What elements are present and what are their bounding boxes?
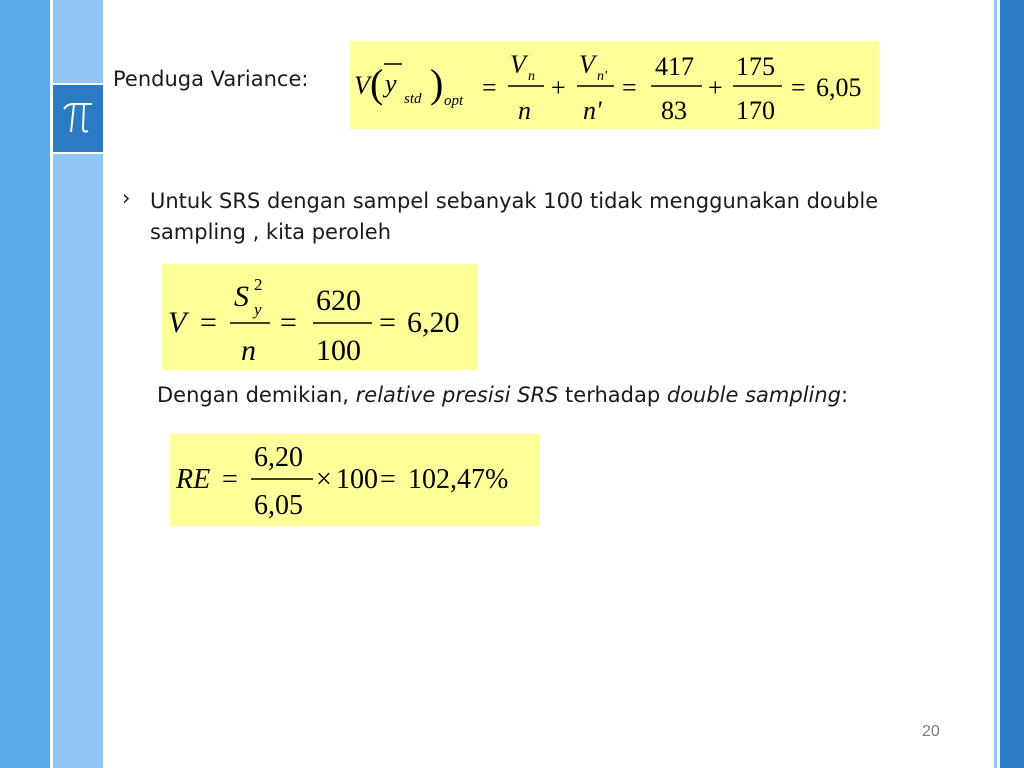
eq1-V: V bbox=[354, 71, 370, 100]
eq1-den2: 170 bbox=[736, 96, 775, 125]
eq1-eq2: = bbox=[622, 73, 637, 102]
penduga-variance-label: Penduga Variance: bbox=[113, 67, 309, 91]
eq1-eq3: = bbox=[791, 73, 806, 102]
eq1-result: 6,05 bbox=[816, 73, 862, 102]
eq1-plus1: + bbox=[551, 73, 566, 102]
conclusion-mid: terhadap bbox=[558, 383, 667, 407]
eq1-plus2: + bbox=[708, 73, 723, 102]
eq2-eq2: = bbox=[280, 306, 297, 339]
conclusion-italic-1: relative presisi SRS bbox=[355, 383, 559, 407]
bullet-line-1: Untuk SRS dengan sampel sebanyak 100 tidak menggunakan double bbox=[150, 189, 879, 213]
variance-estimator-equation bbox=[350, 41, 879, 129]
eq1-Vnp: V bbox=[579, 50, 595, 79]
relative-efficiency-formula bbox=[170, 434, 540, 526]
eq2-sub: y bbox=[254, 300, 262, 319]
pi-icon bbox=[61, 99, 95, 139]
eq1-num2: 175 bbox=[736, 52, 775, 81]
eq3-num: 6,20 bbox=[254, 442, 303, 473]
left-bar-divider-2 bbox=[103, 0, 105, 768]
eq2-result: 6,20 bbox=[407, 306, 460, 339]
eq2-sup: 2 bbox=[254, 275, 263, 294]
eq1-num1: 417 bbox=[655, 52, 694, 81]
conclusion-italic-2: double sampling bbox=[666, 383, 842, 407]
eq1-den-np: n' bbox=[583, 96, 602, 125]
bullet-chevron-icon: › bbox=[122, 186, 131, 210]
variance-estimator-formula bbox=[350, 41, 879, 129]
bullet-text bbox=[150, 186, 1000, 248]
eq2-eq1: = bbox=[200, 306, 217, 339]
srs-variance-equation bbox=[162, 264, 478, 370]
eq1-y: y bbox=[385, 69, 397, 98]
eq1-Vn: V bbox=[510, 50, 526, 79]
conclusion-suffix: : bbox=[841, 383, 849, 407]
eq2-den: 100 bbox=[316, 334, 361, 367]
right-accent-bar bbox=[1000, 0, 1024, 768]
eq3-hundred: 100 bbox=[336, 464, 378, 495]
eq1-lparen: ( bbox=[370, 61, 384, 106]
eq3-eq1: = bbox=[222, 464, 238, 495]
eq3-den: 6,05 bbox=[254, 490, 303, 521]
conclusion-prefix: Dengan demikian, bbox=[157, 383, 356, 407]
eq1-Vnp-sub: n' bbox=[597, 69, 607, 84]
conclusion-sentence bbox=[157, 383, 848, 407]
eq3-times: × bbox=[316, 464, 332, 495]
left-accent-bar bbox=[0, 0, 50, 768]
eq2-V: V bbox=[168, 306, 187, 339]
pi-logo bbox=[53, 83, 103, 154]
eq3-eq2: = bbox=[380, 464, 396, 495]
eq2-num: 620 bbox=[316, 284, 361, 317]
eq3-result: 102,47% bbox=[408, 464, 509, 495]
slide-number: 20 bbox=[922, 723, 940, 740]
eq3-RE: RE bbox=[176, 464, 211, 495]
eq1-sub-opt: opt bbox=[444, 93, 464, 109]
eq1-Vn-sub: n bbox=[528, 69, 535, 84]
eq1-den-n: n bbox=[518, 96, 531, 125]
relative-efficiency-equation bbox=[170, 434, 540, 526]
srs-variance-formula bbox=[162, 264, 478, 370]
eq2-eq3: = bbox=[379, 306, 396, 339]
eq2-S: S bbox=[234, 280, 249, 313]
eq1-eq1: = bbox=[482, 73, 497, 102]
bullet-line-2: sampling , kita peroleh bbox=[150, 220, 392, 244]
eq1-den1: 83 bbox=[661, 96, 687, 125]
eq2-den-n: n bbox=[241, 334, 256, 367]
eq1-rparen: ) bbox=[430, 61, 444, 106]
eq1-sub-std: std bbox=[404, 91, 422, 107]
